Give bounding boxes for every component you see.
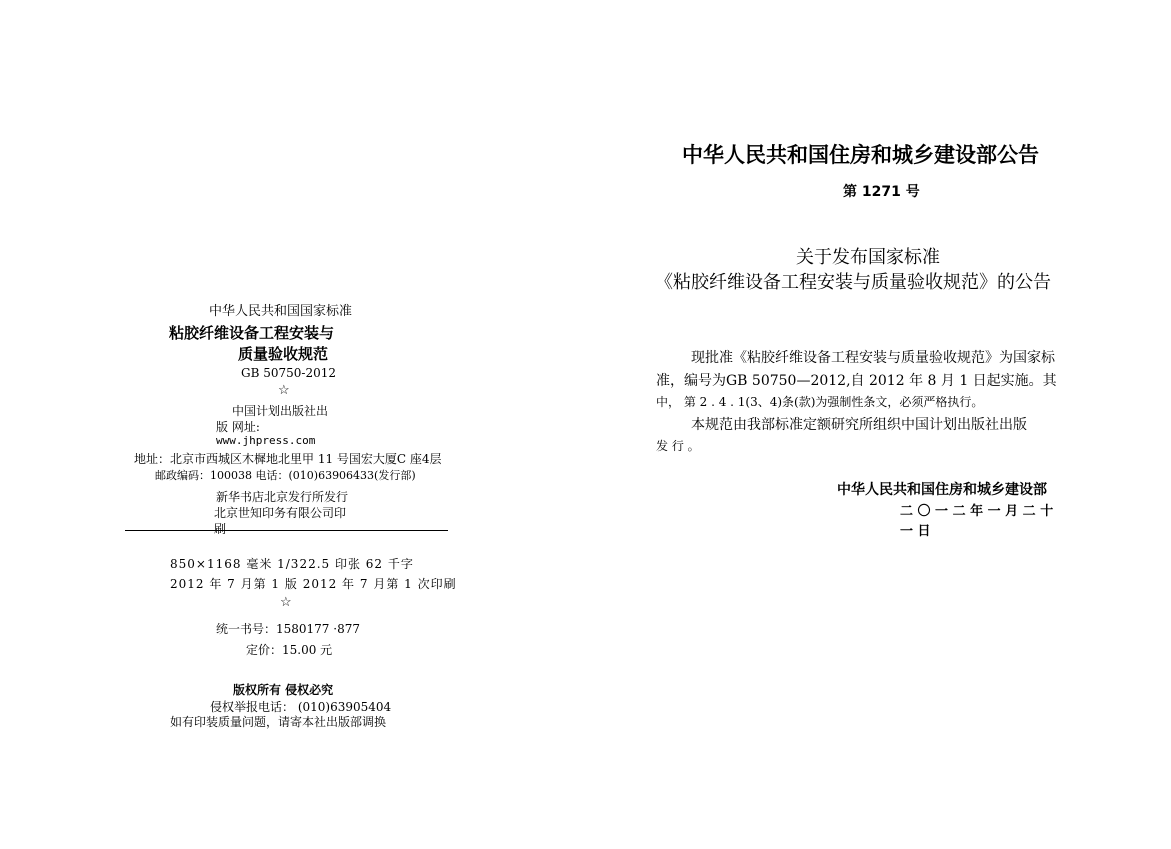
body-line1: 现批准《粘胶纤维设备工程安装与质量验收规范》为国家标 xyxy=(691,350,1055,366)
standard-code: GB 50750-2012 xyxy=(241,366,336,380)
book-title-line1: 粘胶纤维设备工程安装与 xyxy=(169,324,335,342)
announcement-subtitle-line2: 《粘胶纤维设备工程安装与质量验收规范》的公告 xyxy=(655,272,1051,293)
publisher-line1: 中国计划出版社出 xyxy=(232,404,329,418)
website-text: www.jhpress.com xyxy=(216,434,316,447)
edition-text: 2012 年 7 月第 1 版 2012 年 7 月第 1 次印刷 xyxy=(170,577,457,591)
body-line2: 准，编号为GB 50750—2012,自 2012 年 8 月 1 日起实施。其 xyxy=(656,373,1057,389)
date-line1: 二 〇 一 二 年 一 月 二 十 xyxy=(900,504,1054,519)
distributor-text: 新华书店北京发行所发行 xyxy=(216,490,349,504)
body-line4: 本规范由我部标准定额研究所组织中国计划出版社出版 xyxy=(691,417,1027,433)
horizontal-rule xyxy=(125,530,448,531)
isbn-text: 统一书号：1580177 ·877 xyxy=(216,622,360,636)
star-divider-1: ☆ xyxy=(278,383,290,398)
printer-line2: 刷 xyxy=(214,522,227,536)
format-text: 850×1168 毫米 1/322.5 印张 62 千字 xyxy=(170,557,414,571)
price-text: 定价：15.00 元 xyxy=(246,643,333,657)
star-divider-2: ☆ xyxy=(280,595,292,610)
postcode-phone-text: 邮政编码：100038 电话：(010)63906433(发行部) xyxy=(155,469,416,482)
book-title-line2: 质量验收规范 xyxy=(238,345,329,363)
announcement-subtitle-line1: 关于发布国家标准 xyxy=(796,247,940,268)
quality-note-text: 如有印装质量问题，请寄本社出版部调换 xyxy=(170,715,387,729)
copyright-notice: 版权所有 侵权必究 xyxy=(233,683,334,697)
body-line3: 中， 第 2 . 4 . 1(3、4)条(款)为强制性条文，必须严格执行。 xyxy=(656,395,984,409)
issuer-signature: 中华人民共和国住房和城乡建设部 xyxy=(837,482,1047,498)
announcement-number: 第 1271 号 xyxy=(843,184,920,200)
body-line5: 发 行 。 xyxy=(656,439,700,453)
date-line2: 一 日 xyxy=(900,524,931,539)
publisher-line2: 版 网址: xyxy=(216,420,260,434)
printer-line1: 北京世知印务有限公司印 xyxy=(214,506,347,520)
series-label: 中华人民共和国国家标准 xyxy=(209,304,353,319)
address-text: 地址：北京市西城区木樨地北里甲 11 号国宏大厦C 座4层 xyxy=(134,452,442,466)
announcement-heading: 中华人民共和国住房和城乡建设部公告 xyxy=(682,143,1039,167)
report-phone-text: 侵权举报电话： (010)63905404 xyxy=(210,700,392,714)
